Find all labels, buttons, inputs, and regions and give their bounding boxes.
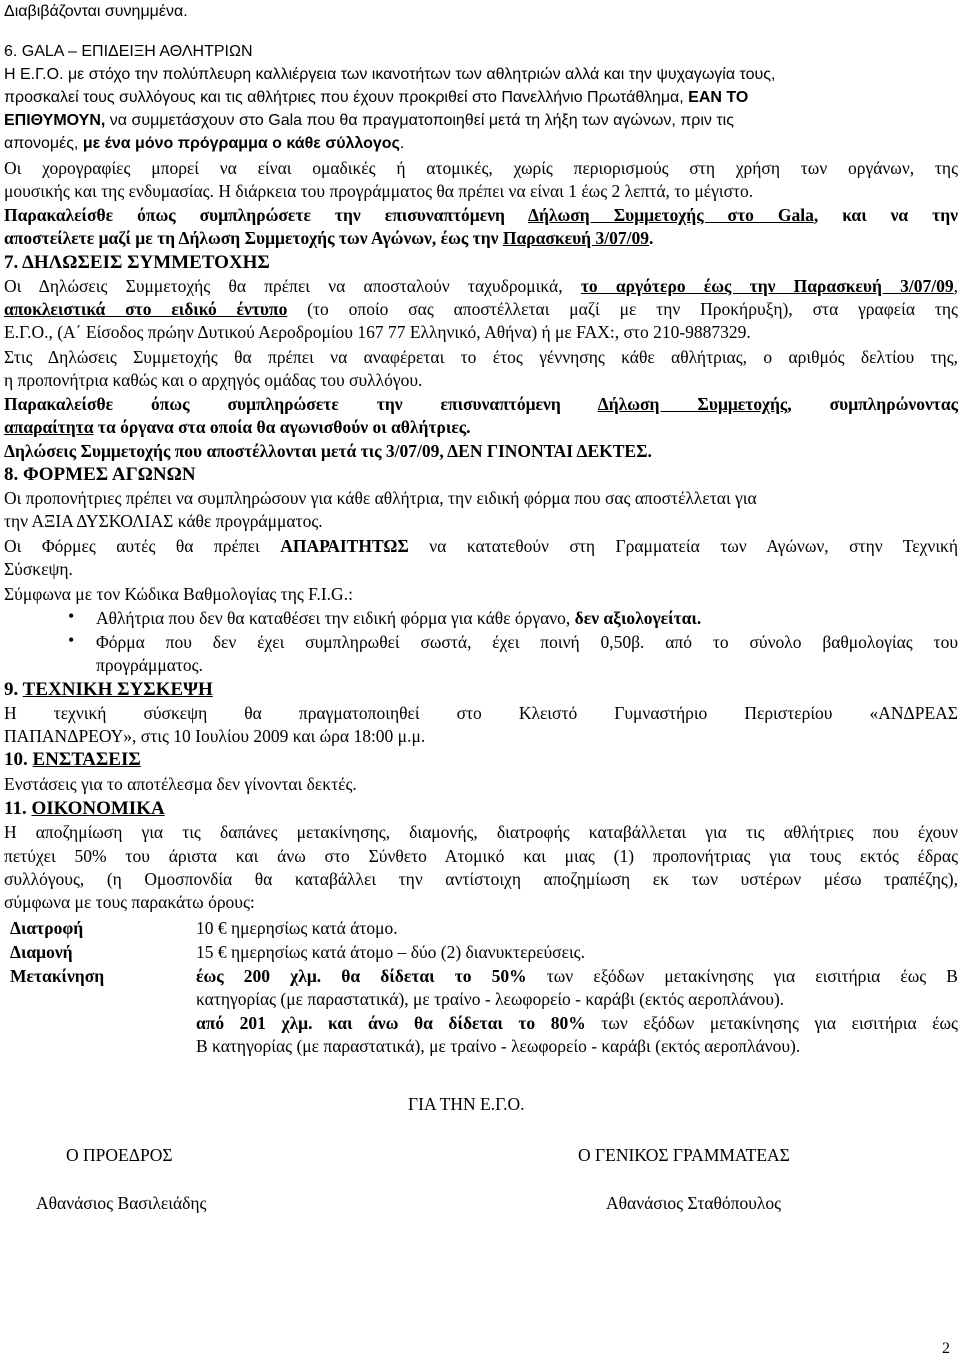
- paragraph-line: Παρακαλείσθε όπως συμπληρώσετε την επισυναπτόμενη Δήλωση Συμμετοχής, συμπληρώνοντας: [4, 394, 958, 414]
- paragraph-line: Η Ε.Γ.Ο. με στόχο την πολύπλευρη καλλιέργεια των ικανοτήτων των αθλητριών αλλά και την ψυχαγωγία τους,: [4, 66, 776, 83]
- section-7-title: 7. ΔΗΛΩΣΕΙΣ ΣΥΜΜΕΤΟΧΗΣ: [4, 252, 270, 273]
- stay-label: Διαμονή: [10, 942, 73, 962]
- paragraph-line: Σύσκεψη.: [4, 559, 73, 579]
- list-item-continuation: προγράμματος.: [96, 655, 203, 675]
- food-label: Διατροφή: [10, 918, 84, 938]
- section-10-title: 10. ΕΝΣΤΑΣΕΙΣ: [4, 749, 141, 770]
- paragraph-line: Η αποζημίωση για τις δαπάνες μετακίνησης, διαμονής, διατροφής καταβάλλεται για τις αθλήτριες που έχουν: [4, 822, 958, 842]
- paragraph-line: πετύχει 50% του άριστα και άνω στο Σύνθετο Ατομικό και μιας (1) προπονήτριας για τους εκτός έδρας: [4, 846, 958, 866]
- paragraph-line: ΠΑΠΑΝΔΡΕΟΥ», στις 10 Ιουλίου 2009 και ώρα 18:00 μ.μ.: [4, 726, 426, 746]
- list-item: Φόρμα που δεν έχει συμπληρωθεί σωστά, έχει ποινή 0,50β. από το σύνολο βαθμολογίας του: [96, 632, 958, 652]
- secretary-name: Αθανάσιος Σταθόπουλος: [606, 1193, 782, 1213]
- president-title: Ο ΠΡΟΕΔΡΟΣ: [66, 1145, 173, 1165]
- paragraph-line: αποστείλετε μαζί με τη Δήλωση Συμμετοχής των Αγώνων, έως την Παρασκευή 3/07/09.: [4, 228, 654, 248]
- top-line: Διαβιβάζονται συνημμένα.: [4, 3, 188, 20]
- paragraph-line: Σύμφωνα με τον Κώδικα Βαθμολογίας της F.I.G.:: [4, 584, 353, 604]
- paragraph-line: ΕΠΙΘΥΜΟΥΝ, να συμμετάσχουν στο Gala που θα πραγματοποιηθεί μετά τη λήξη των αγώνων, πριν τις: [4, 112, 734, 129]
- transport-label: Μετακίνηση: [10, 966, 105, 986]
- paragraph-line: συλλόγους, (η Ομοσπονδία θα καταβάλλει την αντίστοιχη αποζημίωση εκ των υστέρων μέσω τραπέζης),: [4, 869, 958, 889]
- president-name: Αθανάσιος Βασιλειάδης: [36, 1193, 207, 1213]
- signature-org: ΓΙΑ ΤΗΝ Ε.Γ.Ο.: [408, 1094, 525, 1114]
- paragraph-line: Δηλώσεις Συμμετοχής που αποστέλλονται μετά τις 3/07/09, ΔΕΝ ΓΙΝΟΝΤΑΙ ΔΕΚΤΕΣ.: [4, 441, 652, 461]
- paragraph-line: σύμφωνα με τους παρακάτω όρους:: [4, 892, 255, 912]
- paragraph-line: Στις Δηλώσεις Συμμετοχής θα πρέπει να αναφέρεται το έτος γέννησης κάθε αθλήτριας, ο αριθμός δελτίου της,: [4, 347, 958, 367]
- paragraph-line: η προπονήτρια καθώς και ο αρχηγός ομάδας του συλλόγου.: [4, 370, 423, 390]
- paragraph-line: την ΑΞΙΑ ΔΥΣΚΟΛΙΑΣ κάθε προγράμματος.: [4, 511, 323, 531]
- transport-value: έως 200 χλμ. θα δίδεται το 50% των εξόδων μετακίνησης για εισιτήρια έως Β: [196, 966, 958, 986]
- paragraph-line: Η τεχνική σύσκεψη θα πραγματοποιηθεί στο Κλειστό Γυμναστήριο Περιστερίου «ΑΝΔΡΕΑΣ: [4, 703, 958, 723]
- paragraph-line: αποκλειστικά στο ειδικό έντυπο (το οποίο σας αποστέλλεται μαζί με την Προκήρυξη), στα γραφεία της: [4, 299, 958, 319]
- section-8-title: 8. ΦΟΡΜΕΣ ΑΓΩΝΩΝ: [4, 464, 196, 485]
- paragraph-line: Ε.Γ.Ο., (Α΄ Είσοδος πρώην Δυτικού Αεροδρομίου 167 77 Ελληνικό, Αθήνα) ή με FAX:, στο 210-9887329.: [4, 322, 751, 342]
- paragraph-line: προσκαλεί τους συλλόγους και τις αθλήτριες που έχουν προκριθεί στο Πανελλήνιο Πρωτάθλημα, ΕΑΝ ΤΟ: [4, 89, 749, 106]
- paragraph-line: Ενστάσεις για το αποτέλεσμα δεν γίνονται δεκτές.: [4, 774, 357, 794]
- paragraph-line: Οι Φόρμες αυτές θα πρέπει ΑΠΑΡΑΙΤΗΤΩΣ να κατατεθούν στη Γραμματεία των Αγώνων, στην Τεχνική: [4, 536, 958, 556]
- stay-value: 15 € ημερησίως κατά άτομο – δύο (2) διανυκτερεύσεις.: [196, 942, 585, 962]
- bullet-icon: •: [68, 630, 75, 650]
- food-value: 10 € ημερησίως κατά άτομο.: [196, 918, 398, 938]
- paragraph-line: Οι Δηλώσεις Συμμετοχής θα πρέπει να αποσταλούν ταχυδρομικά, το αργότερο έως την Παρασκευή 3/07/09,: [4, 276, 958, 296]
- section-9-title: 9. ΤΕΧΝΙΚΗ ΣΥΣΚΕΨΗ: [4, 679, 213, 700]
- list-item: Αθλήτρια που δεν θα καταθέσει την ειδική φόρμα για κάθε όργανο, δεν αξιολογείται.: [96, 608, 702, 628]
- paragraph-line: απονομές, με ένα μόνο πρόγραμμα ο κάθε σύλλογος.: [4, 135, 405, 152]
- transport-value: από 201 χλμ. και άνω θα δίδεται το 80% των εξόδων μετακίνησης για εισιτήρια έως: [196, 1013, 958, 1033]
- page-number: 2: [942, 1340, 950, 1357]
- bullet-icon: •: [68, 606, 75, 626]
- secretary-title: Ο ΓΕΝΙΚΟΣ ΓΡΑΜΜΑΤΕΑΣ: [578, 1145, 790, 1165]
- paragraph-line: Οι προπονήτριες πρέπει να συμπληρώσουν για κάθε αθλήτρια, την ειδική φόρμα που σας αποστέλλεται για: [4, 488, 757, 508]
- transport-value: Β κατηγορίας (με παραστατικά), με τραίνο - λεωφορείο - καράβι (εκτός αεροπλάνου).: [196, 1036, 801, 1056]
- section-11-title: 11. ΟΙΚΟΝΟΜΙΚΑ: [4, 798, 165, 819]
- paragraph-line: μουσικής και της ενδυμασίας. Η διάρκεια του προγράμματος θα πρέπει να είναι 1 έως 2 λεπτά, το μέγιστο.: [4, 181, 754, 201]
- section-6-title: 6. GALA – ΕΠΙΔΕΙΞΗ ΑΘΛΗΤΡΙΩΝ: [4, 43, 253, 60]
- paragraph-line: απαραίτητα τα όργανα στα οποία θα αγωνισθούν οι αθλήτριες.: [4, 417, 471, 437]
- paragraph-line: Οι χορογραφίες μπορεί να είναι ομαδικές ή ατομικές, χωρίς περιορισμούς στη χρήση των οργάνων, της: [4, 158, 958, 178]
- paragraph-line: Παρακαλείσθε όπως συμπληρώσετε την επισυναπτόμενη Δήλωση Συμμετοχής στο Gala, και να την: [4, 205, 958, 225]
- transport-value: κατηγορίας (με παραστατικά), με τραίνο - λεωφορείο - καράβι (εκτός αεροπλάνου).: [196, 989, 785, 1009]
